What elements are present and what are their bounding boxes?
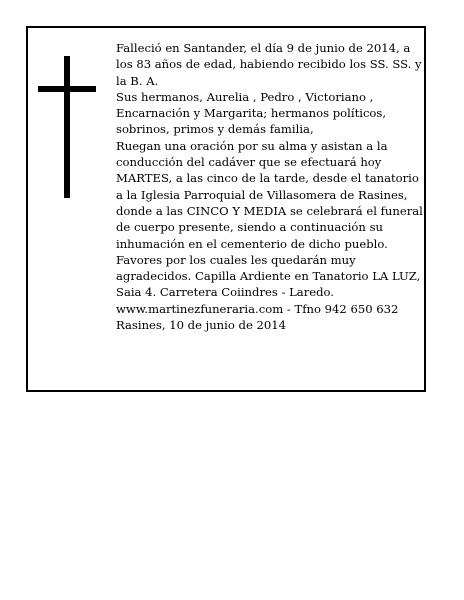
- place-and-date: Rasines, 10 de junio de 2014: [116, 318, 286, 333]
- obituary-notice: [26, 26, 426, 392]
- cross-icon: [38, 56, 96, 198]
- funeral-home-contact: www.martinezfuneraria.com - Tfno 942 650 632: [116, 301, 399, 316]
- notice-body: [116, 40, 424, 333]
- service-details: Ruegan una oración por su alma y asistan a la conducción del cadáver que se efectuará hoy MARTES, a las cinco de la tarde, desde el tanatorio a la Iglesia Parroquial de Villasomera de Rasines, donde a las CINCO Y MEDIA se celebrará el funeral de cuerpo presente, siendo a continuación su inhumación en el cementerio de dicho pueblo. Favores por los cuales les quedarán muy agradecidos. Capilla Ardiente en Tanatorio LA LUZ, Saia 4. Carretera Coiindres - Laredo.: [116, 138, 423, 300]
- family-list: Sus hermanos, Aurelia , Pedro , Victoriano , Encarnación y Margarita; hermanos políticos, sobrinos, primos y demás familia,: [116, 89, 387, 137]
- death-announcement: Falleció en Santander, el día 9 de junio de 2014, a los 83 años de edad, habiendo recibido los SS. SS. y la B. A.: [116, 41, 422, 88]
- cross-horizontal-bar: [38, 86, 96, 92]
- cross-vertical-bar: [64, 56, 70, 198]
